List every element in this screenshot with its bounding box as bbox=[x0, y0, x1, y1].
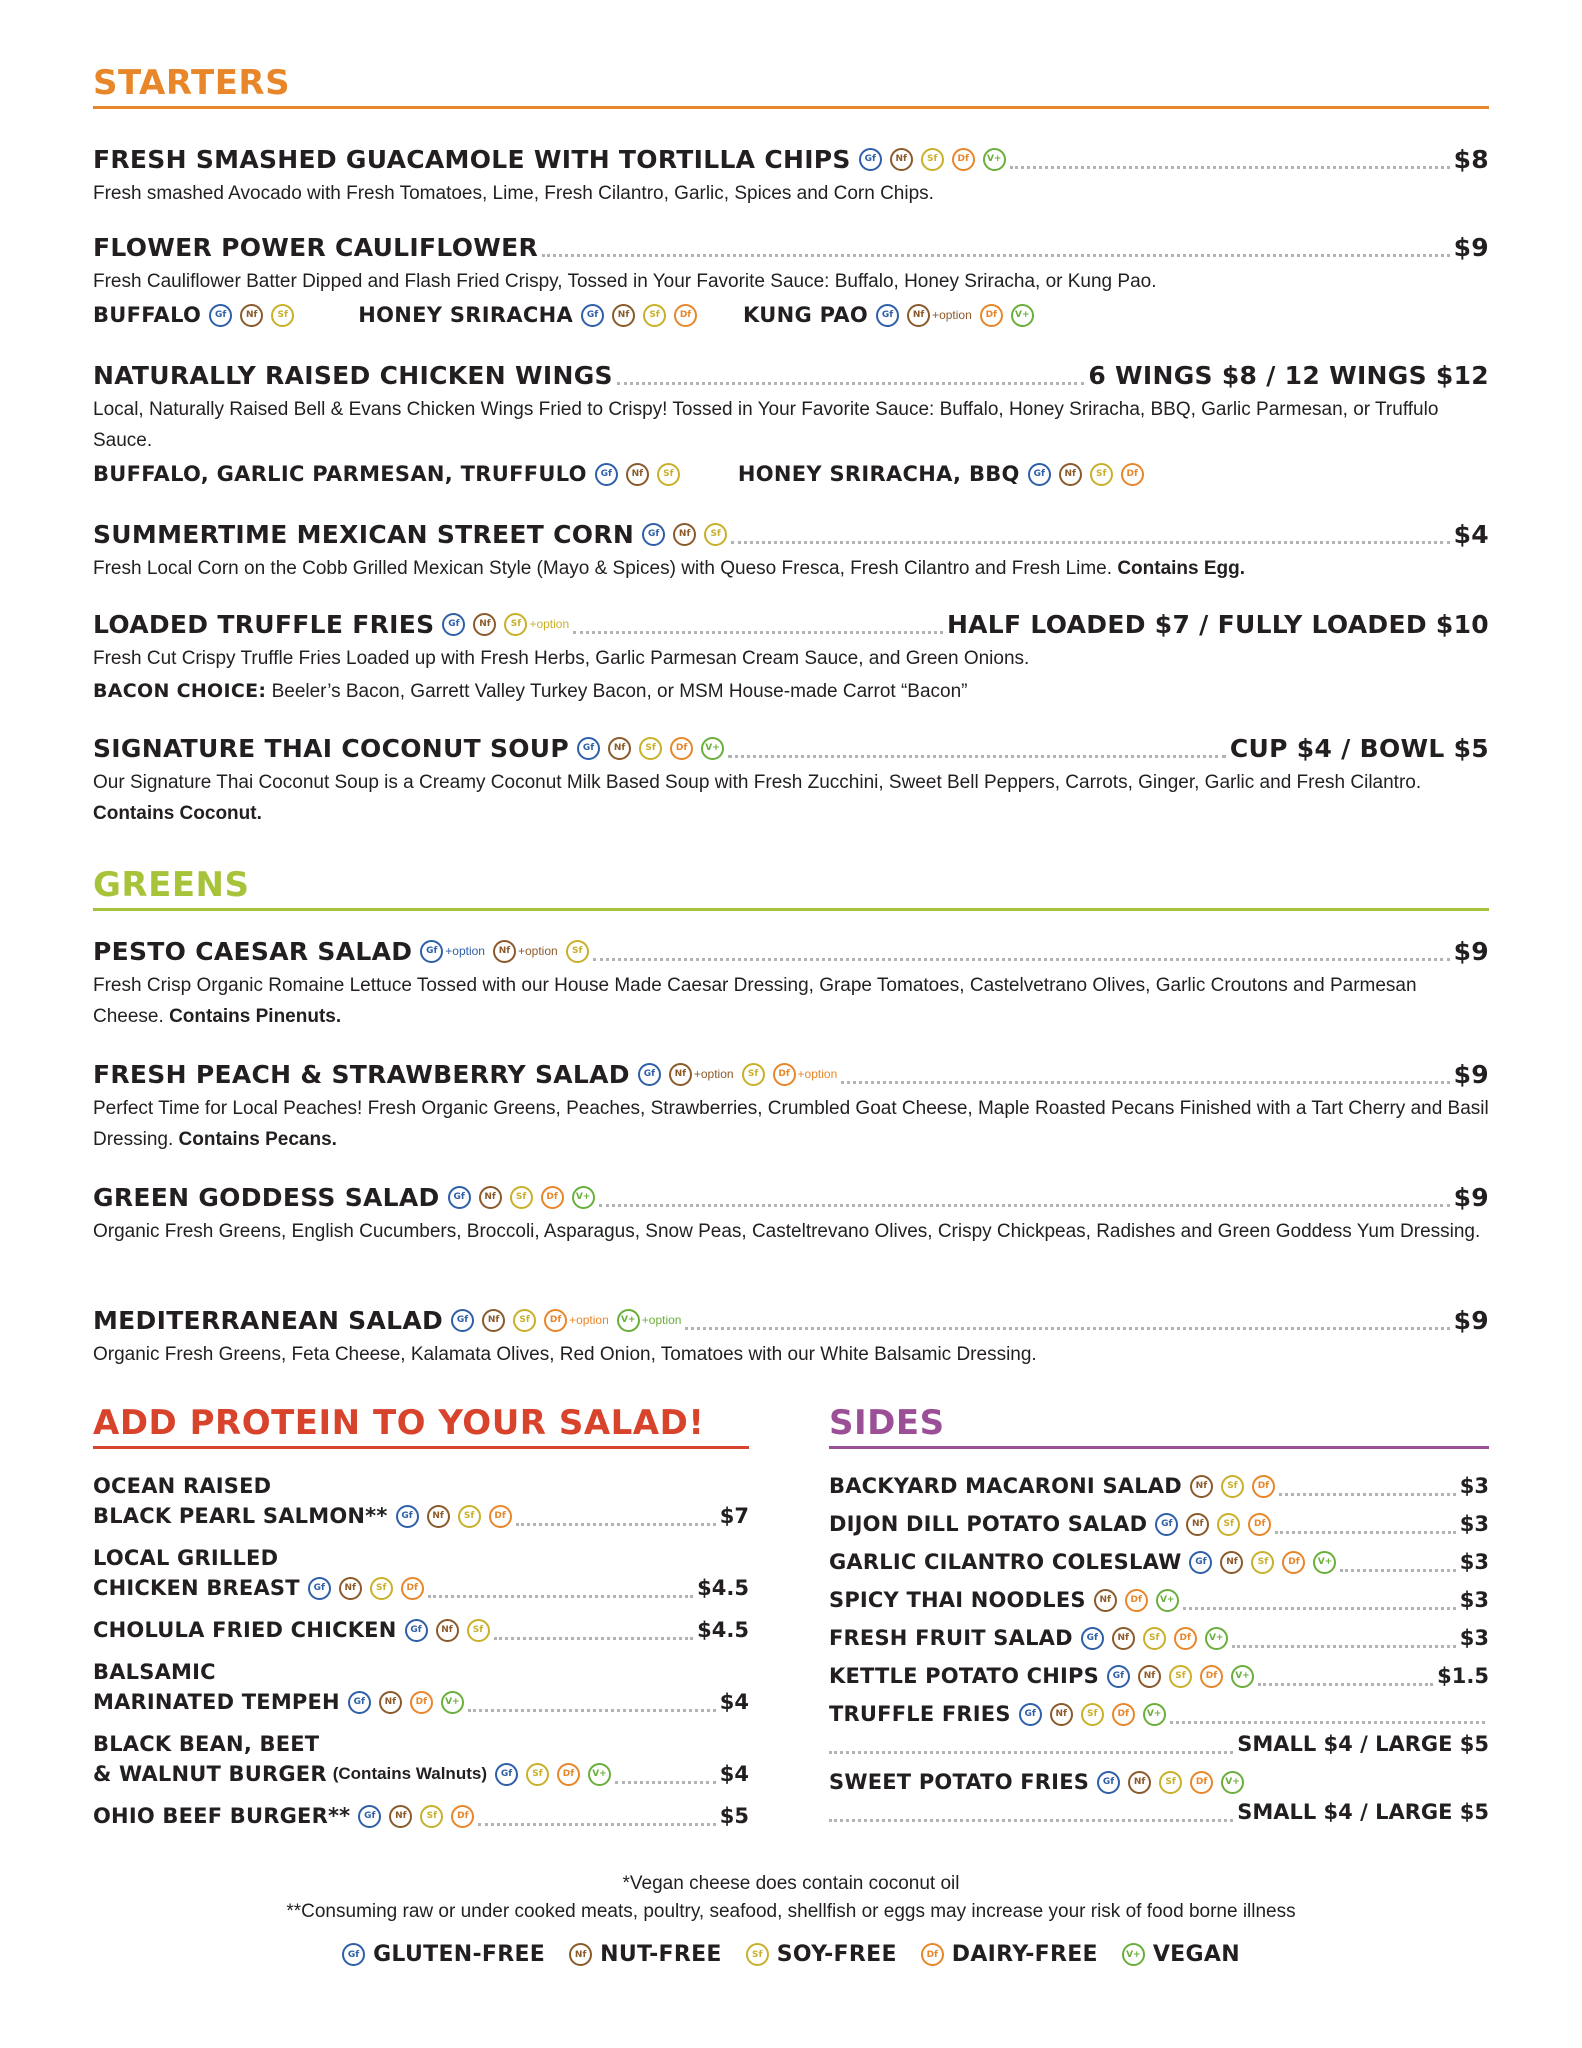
item-price: $4 bbox=[1453, 519, 1489, 549]
dairy-free-icon: Df bbox=[1121, 463, 1144, 486]
protein-item-bean-burger bbox=[93, 1729, 749, 1789]
item-name: SWEET POTATO FRIES bbox=[829, 1770, 1090, 1794]
dairy-free-icon: Df bbox=[1112, 1703, 1135, 1726]
side-item bbox=[829, 1509, 1489, 1539]
dot-leader bbox=[615, 1781, 716, 1784]
nut-free-icon: Nf bbox=[608, 737, 631, 760]
nut-free-icon: Nf bbox=[1112, 1627, 1135, 1650]
item-name: CHOLULA FRIED CHICKEN bbox=[93, 1618, 397, 1642]
section-title-greens: GREENS bbox=[93, 864, 1489, 911]
item-price: $4 bbox=[719, 1762, 749, 1786]
nut-free-icon: Nf bbox=[339, 1577, 362, 1600]
dairy-free-icon: Df bbox=[544, 1309, 567, 1332]
vegan-icon: V+ bbox=[572, 1186, 595, 1209]
vegan-icon: V+ bbox=[983, 148, 1006, 171]
bacon-choice-text: Beeler’s Bacon, Garrett Valley Turkey Bacon, or MSM House-made Carrot “Bacon” bbox=[271, 681, 968, 702]
item-price: CUP $4 / BOWL $5 bbox=[1229, 733, 1489, 763]
gluten-free-icon: Gf bbox=[1097, 1771, 1120, 1794]
nut-free-icon: Nf bbox=[427, 1505, 450, 1528]
soy-free-icon: Sf bbox=[271, 304, 294, 327]
dot-leader bbox=[617, 382, 1085, 385]
menu-item-cauliflower bbox=[93, 230, 1489, 331]
gluten-free-icon: Gf bbox=[638, 1063, 661, 1086]
vegan-icon: V+ bbox=[1156, 1589, 1179, 1612]
allergen-note: Contains Pinenuts. bbox=[169, 1006, 342, 1027]
dairy-free-icon: Df bbox=[451, 1805, 474, 1828]
dairy-free-icon: Df bbox=[489, 1505, 512, 1528]
menu-item-green-goddess bbox=[93, 1180, 1489, 1247]
soy-free-icon: Sf bbox=[704, 523, 727, 546]
gluten-free-icon: Gf bbox=[581, 304, 604, 327]
side-item bbox=[829, 1699, 1489, 1759]
dot-leader bbox=[593, 958, 1450, 961]
gluten-free-icon: Gf bbox=[1155, 1513, 1178, 1536]
side-item bbox=[829, 1623, 1489, 1653]
soy-free-icon: Sf bbox=[513, 1309, 536, 1332]
dairy-free-icon: Df bbox=[401, 1577, 424, 1600]
dot-leader bbox=[1258, 1683, 1433, 1686]
item-name: FLOWER POWER CAULIFLOWER bbox=[93, 232, 539, 262]
dot-leader bbox=[731, 541, 1449, 544]
gluten-free-icon: Gf bbox=[577, 737, 600, 760]
vegan-icon: V+ bbox=[1205, 1627, 1228, 1650]
item-description bbox=[93, 553, 1489, 584]
gluten-free-icon: Gf bbox=[876, 304, 899, 327]
soy-free-icon: Sf bbox=[504, 613, 527, 636]
item-name: CHICKEN BREAST bbox=[93, 1576, 300, 1600]
gluten-free-icon: Gf bbox=[1028, 463, 1051, 486]
item-name: KETTLE POTATO CHIPS bbox=[829, 1664, 1099, 1688]
soy-free-icon: Sf bbox=[458, 1505, 481, 1528]
item-name: OHIO BEEF BURGER** bbox=[93, 1804, 351, 1828]
item-price: SMALL $4 / LARGE $5 bbox=[1237, 1732, 1489, 1756]
gluten-free-icon: Gf bbox=[642, 523, 665, 546]
gluten-free-icon: Gf bbox=[595, 463, 618, 486]
item-price: $9 bbox=[1453, 1305, 1489, 1335]
gluten-free-icon: Gf bbox=[1189, 1551, 1212, 1574]
option-note: +option bbox=[445, 944, 485, 958]
item-name: GARLIC CILANTRO COLESLAW bbox=[829, 1550, 1182, 1574]
item-price: $5 bbox=[719, 1804, 749, 1828]
vegan-icon: V+ bbox=[1231, 1665, 1254, 1688]
vegan-icon: V+ bbox=[1143, 1703, 1166, 1726]
dairy-free-icon: Df bbox=[557, 1763, 580, 1786]
item-price: $3 bbox=[1459, 1588, 1489, 1612]
bacon-choice-label: BACON CHOICE: bbox=[93, 680, 267, 702]
dairy-free-icon: Df bbox=[773, 1063, 796, 1086]
item-description bbox=[93, 1093, 1489, 1155]
dairy-free-icon: Df bbox=[541, 1186, 564, 1209]
soy-free-icon: Sf bbox=[467, 1619, 490, 1642]
sides-list bbox=[829, 1471, 1489, 1827]
soy-free-icon: Sf bbox=[526, 1763, 549, 1786]
gluten-free-icon: Gf bbox=[859, 148, 882, 171]
item-name-line1: LOCAL GRILLED bbox=[93, 1546, 279, 1570]
soy-free-icon: Sf bbox=[921, 148, 944, 171]
item-price: $4.5 bbox=[697, 1618, 749, 1642]
item-price: $9 bbox=[1453, 1182, 1489, 1212]
description-text: Fresh Crisp Organic Romaine Lettuce Tossed with our House Made Caesar Dressing, Grape Tomatoes, Castelvetrano Olives, Garlic Croutons and Parmesan Cheese. bbox=[93, 975, 1417, 1027]
item-name: NATURALLY RAISED CHICKEN WINGS bbox=[93, 360, 613, 390]
nut-free-icon: Nf bbox=[626, 463, 649, 486]
soy-free-icon: Sf bbox=[1081, 1703, 1104, 1726]
dot-leader bbox=[728, 755, 1226, 758]
nut-free-icon: Nf bbox=[1128, 1771, 1151, 1794]
nut-free-icon: Nf bbox=[479, 1186, 502, 1209]
item-name: BLACK PEARL SALMON** bbox=[93, 1504, 388, 1528]
option-note: +option bbox=[641, 1313, 682, 1327]
gluten-free-icon: Gf bbox=[448, 1186, 471, 1209]
item-price: $3 bbox=[1459, 1550, 1489, 1574]
menu-item-mediterranean bbox=[93, 1303, 1489, 1370]
option-note: +option bbox=[517, 944, 558, 958]
gluten-free-icon: Gf bbox=[405, 1619, 428, 1642]
item-name: FRESH SMASHED GUACAMOLE WITH TORTILLA CHIPS bbox=[93, 144, 851, 174]
dot-leader bbox=[841, 1081, 1449, 1084]
allergen-note: Contains Coconut. bbox=[93, 803, 262, 824]
dot-leader bbox=[1170, 1721, 1485, 1724]
nut-free-icon: Nf bbox=[890, 148, 913, 171]
dairy-free-icon: Df bbox=[1200, 1665, 1223, 1688]
option-note: +option bbox=[529, 617, 570, 631]
option-note: +option bbox=[569, 1313, 609, 1327]
nut-free-icon: Nf bbox=[907, 304, 930, 327]
nut-free-icon: Nf bbox=[436, 1619, 459, 1642]
description-text: Fresh Local Corn on the Cobb Grilled Mexican Style (Mayo & Spices) with Queso Fresca, Fresh Cilantro and Fresh Lime. bbox=[93, 558, 1113, 579]
legend-item-gluten-free bbox=[342, 1942, 545, 1967]
legend-item-nut-free bbox=[569, 1942, 722, 1967]
dairy-free-icon: Df bbox=[1282, 1551, 1305, 1574]
protein-item-cholula-chicken bbox=[93, 1615, 749, 1645]
vegan-icon: V+ bbox=[588, 1763, 611, 1786]
vegan-icon: V+ bbox=[1122, 1943, 1145, 1966]
soy-free-icon: Sf bbox=[1090, 463, 1113, 486]
nut-free-icon: Nf bbox=[240, 304, 263, 327]
dairy-free-icon: Df bbox=[980, 304, 1003, 327]
dairy-free-icon: Df bbox=[674, 304, 697, 327]
sauce-name: BUFFALO bbox=[93, 303, 202, 327]
nut-free-icon: Nf bbox=[1050, 1703, 1073, 1726]
legend-label: SOY-FREE bbox=[776, 1942, 897, 1967]
soy-free-icon: Sf bbox=[746, 1943, 769, 1966]
dairy-free-icon: Df bbox=[1125, 1589, 1148, 1612]
vegan-icon: V+ bbox=[1313, 1551, 1336, 1574]
gluten-free-icon: Gf bbox=[420, 940, 443, 963]
nut-free-icon: Nf bbox=[1138, 1665, 1161, 1688]
item-description: Fresh smashed Avocado with Fresh Tomatoes, Lime, Fresh Cilantro, Garlic, Spices and Corn Chips. bbox=[93, 183, 934, 204]
dot-leader bbox=[1232, 1645, 1456, 1648]
dot-leader bbox=[1010, 166, 1450, 169]
protein-item-salmon bbox=[93, 1471, 749, 1531]
soy-free-icon: Sf bbox=[742, 1063, 765, 1086]
item-name: MEDITERRANEAN SALAD bbox=[93, 1305, 444, 1335]
item-description: Organic Fresh Greens, English Cucumbers, Broccoli, Asparagus, Snow Peas, Casteltrevano Olives, Crispy Chickpeas, Radishes and Green Goddess Yum Dressing. bbox=[93, 1221, 1481, 1242]
protein-column bbox=[93, 1402, 749, 1831]
menu-item-chicken-wings bbox=[93, 358, 1489, 490]
dairy-free-icon: Df bbox=[1252, 1475, 1275, 1498]
dot-leader bbox=[494, 1637, 694, 1640]
item-price: $9 bbox=[1453, 936, 1489, 966]
soy-free-icon: Sf bbox=[643, 304, 666, 327]
diet-legend bbox=[93, 1942, 1489, 1967]
sauce-options bbox=[93, 299, 1489, 331]
item-price: SMALL $4 / LARGE $5 bbox=[1237, 1800, 1489, 1824]
soy-free-icon: Sf bbox=[1159, 1771, 1182, 1794]
gluten-free-icon: Gf bbox=[495, 1763, 518, 1786]
soy-free-icon: Sf bbox=[1217, 1513, 1240, 1536]
item-price: $3 bbox=[1459, 1512, 1489, 1536]
item-name: SUMMERTIME MEXICAN STREET CORN bbox=[93, 519, 635, 549]
item-description bbox=[93, 970, 1489, 1032]
item-price: $3 bbox=[1459, 1626, 1489, 1650]
description-text: Our Signature Thai Coconut Soup is a Creamy Coconut Milk Based Soup with Fresh Zucchini, Sweet Bell Peppers, Carrots, Ginger, Garlic and Fresh Cilantro. bbox=[93, 772, 1422, 793]
item-price: $1.5 bbox=[1437, 1664, 1489, 1688]
dairy-free-icon: Df bbox=[1190, 1771, 1213, 1794]
dot-leader bbox=[478, 1823, 715, 1826]
gluten-free-icon: Gf bbox=[348, 1691, 371, 1714]
section-title-sides: SIDES bbox=[829, 1402, 1489, 1449]
dot-leader bbox=[516, 1523, 716, 1526]
nut-free-icon: Nf bbox=[473, 613, 496, 636]
vegan-cheese-note: *Vegan cheese does contain coconut oil bbox=[622, 1873, 960, 1894]
soy-free-icon: Sf bbox=[566, 940, 589, 963]
nut-free-icon: Nf bbox=[569, 1943, 592, 1966]
soy-free-icon: Sf bbox=[420, 1805, 443, 1828]
gluten-free-icon: Gf bbox=[308, 1577, 331, 1600]
item-name: FRESH FRUIT SALAD bbox=[829, 1626, 1073, 1650]
gluten-free-icon: Gf bbox=[451, 1309, 474, 1332]
side-item bbox=[829, 1767, 1489, 1827]
item-name: BACKYARD MACARONI SALAD bbox=[829, 1474, 1182, 1498]
soy-free-icon: Sf bbox=[639, 737, 662, 760]
item-description: Local, Naturally Raised Bell & Evans Chicken Wings Fried to Crispy! Tossed in Your Favorite Sauce: Buffalo, Honey Sriracha, BBQ, Garlic Parmesan, or Truffulo Sauce. bbox=[93, 399, 1439, 451]
dot-leader bbox=[829, 1819, 1233, 1822]
nut-free-icon: Nf bbox=[482, 1309, 505, 1332]
item-price: $4.5 bbox=[697, 1576, 749, 1600]
nut-free-icon: Nf bbox=[389, 1805, 412, 1828]
sides-column bbox=[829, 1402, 1489, 1827]
item-price: $8 bbox=[1453, 144, 1489, 174]
soy-free-icon: Sf bbox=[657, 463, 680, 486]
nut-free-icon: Nf bbox=[673, 523, 696, 546]
option-note: +option bbox=[797, 1067, 838, 1081]
vegan-icon: V+ bbox=[617, 1309, 640, 1332]
nut-free-icon: Nf bbox=[1220, 1551, 1243, 1574]
section-title-protein: ADD PROTEIN TO YOUR SALAD! bbox=[93, 1402, 749, 1449]
nut-free-icon: Nf bbox=[379, 1691, 402, 1714]
sauce-name: BUFFALO, GARLIC PARMESAN, TRUFFULO bbox=[93, 462, 587, 486]
item-description bbox=[93, 767, 1489, 829]
legend-label: DAIRY-FREE bbox=[951, 1942, 1098, 1967]
gluten-free-icon: Gf bbox=[342, 1943, 365, 1966]
item-name: TRUFFLE FRIES bbox=[829, 1702, 1011, 1726]
gluten-free-icon: Gf bbox=[1081, 1627, 1104, 1650]
item-name-line1: BLACK BEAN, BEET bbox=[93, 1732, 320, 1756]
dairy-free-icon: Df bbox=[921, 1943, 944, 1966]
dot-leader bbox=[1275, 1531, 1456, 1534]
dot-leader bbox=[1279, 1493, 1456, 1496]
item-price: $9 bbox=[1453, 1059, 1489, 1089]
vegan-icon: V+ bbox=[441, 1691, 464, 1714]
soy-free-icon: Sf bbox=[1143, 1627, 1166, 1650]
dot-leader bbox=[542, 254, 1450, 257]
dot-leader bbox=[468, 1709, 716, 1712]
description-text: Perfect Time for Local Peaches! Fresh Organic Greens, Peaches, Strawberries, Crumbled Goat Cheese, Maple Roasted Pecans Finished with a Tart Cherry and Basil Dressing. bbox=[93, 1098, 1489, 1150]
vegan-icon: V+ bbox=[1011, 304, 1034, 327]
footnotes bbox=[93, 1870, 1489, 1926]
soy-free-icon: Sf bbox=[1221, 1475, 1244, 1498]
gluten-free-icon: Gf bbox=[209, 304, 232, 327]
nut-free-icon: Nf bbox=[1190, 1475, 1213, 1498]
gluten-free-icon: Gf bbox=[442, 613, 465, 636]
dot-leader bbox=[1183, 1607, 1456, 1610]
item-name: MARINATED TEMPEH bbox=[93, 1690, 340, 1714]
menu-item-pesto-caesar bbox=[93, 934, 1489, 1032]
option-note: +option bbox=[693, 1067, 734, 1081]
sauce-name: HONEY SRIRACHA, BBQ bbox=[737, 462, 1020, 486]
protein-item-tempeh bbox=[93, 1657, 749, 1717]
item-price: $7 bbox=[719, 1504, 749, 1528]
raw-food-warning: **Consuming raw or under cooked meats, poultry, seafood, shellfish or eggs may increase your risk of food borne illness bbox=[286, 1901, 1296, 1922]
dot-leader bbox=[428, 1595, 693, 1598]
side-item bbox=[829, 1471, 1489, 1501]
dairy-free-icon: Df bbox=[410, 1691, 433, 1714]
allergen-note: Contains Egg. bbox=[1117, 558, 1246, 579]
menu-item-peach-strawberry bbox=[93, 1057, 1489, 1155]
side-item bbox=[829, 1585, 1489, 1615]
legend-label: VEGAN bbox=[1152, 1942, 1240, 1967]
section-title-starters: STARTERS bbox=[93, 62, 1489, 109]
sauce-name: HONEY SRIRACHA bbox=[358, 303, 574, 327]
item-name: SPICY THAI NOODLES bbox=[829, 1588, 1086, 1612]
item-name: DIJON DILL POTATO SALAD bbox=[829, 1512, 1148, 1536]
protein-item-beef-burger bbox=[93, 1801, 749, 1831]
item-price: $4 bbox=[719, 1690, 749, 1714]
gluten-free-icon: Gf bbox=[1107, 1665, 1130, 1688]
dairy-free-icon: Df bbox=[1248, 1513, 1271, 1536]
soy-free-icon: Sf bbox=[1169, 1665, 1192, 1688]
soy-free-icon: Sf bbox=[370, 1577, 393, 1600]
dot-leader bbox=[573, 631, 943, 634]
gluten-free-icon: Gf bbox=[1019, 1703, 1042, 1726]
item-price: 6 WINGS $8 / 12 WINGS $12 bbox=[1088, 360, 1489, 390]
item-price: HALF LOADED $7 / FULLY LOADED $10 bbox=[946, 609, 1489, 639]
gluten-free-icon: Gf bbox=[358, 1805, 381, 1828]
dot-leader bbox=[599, 1204, 1450, 1207]
sauce-name: KUNG PAO bbox=[743, 303, 869, 327]
menu-item-truffle-fries bbox=[93, 607, 1489, 707]
dot-leader bbox=[685, 1327, 1449, 1330]
side-item bbox=[829, 1661, 1489, 1691]
legend-item-dairy-free bbox=[921, 1942, 1098, 1967]
legend-label: GLUTEN-FREE bbox=[373, 1942, 546, 1967]
menu-item-coconut-soup bbox=[93, 731, 1489, 829]
legend-label: NUT-FREE bbox=[600, 1942, 722, 1967]
item-name-line1: OCEAN RAISED bbox=[93, 1474, 272, 1498]
nut-free-icon: Nf bbox=[1094, 1589, 1117, 1612]
option-note: +option bbox=[932, 308, 972, 322]
item-name: LOADED TRUFFLE FRIES bbox=[93, 609, 435, 639]
soy-free-icon: Sf bbox=[1251, 1551, 1274, 1574]
gluten-free-icon: Gf bbox=[396, 1505, 419, 1528]
vegan-icon: V+ bbox=[701, 737, 724, 760]
item-name: PESTO CAESAR SALAD bbox=[93, 936, 413, 966]
item-price: $9 bbox=[1453, 232, 1489, 262]
legend-item-vegan bbox=[1122, 1942, 1240, 1967]
allergen-note: Contains Pecans. bbox=[178, 1129, 337, 1150]
dot-leader bbox=[1340, 1569, 1455, 1572]
nut-free-icon: Nf bbox=[612, 304, 635, 327]
item-name: FRESH PEACH & STRAWBERRY SALAD bbox=[93, 1059, 630, 1089]
protein-item-chicken-breast bbox=[93, 1543, 749, 1603]
nut-free-icon: Nf bbox=[1059, 463, 1082, 486]
dairy-free-icon: Df bbox=[670, 737, 693, 760]
menu-item-street-corn bbox=[93, 517, 1489, 584]
dairy-free-icon: Df bbox=[1174, 1627, 1197, 1650]
menu-item-guacamole bbox=[93, 142, 1489, 209]
item-price: $3 bbox=[1459, 1474, 1489, 1498]
soy-free-icon: Sf bbox=[510, 1186, 533, 1209]
nut-free-icon: Nf bbox=[493, 940, 516, 963]
dot-leader bbox=[829, 1751, 1233, 1754]
item-name: & WALNUT BURGER bbox=[93, 1762, 327, 1786]
bacon-choice bbox=[93, 676, 1489, 707]
nut-free-icon: Nf bbox=[669, 1063, 692, 1086]
item-description: Fresh Cut Crispy Truffle Fries Loaded up with Fresh Herbs, Garlic Parmesan Cream Sauce, and Green Onions. bbox=[93, 648, 1030, 669]
item-name-line1: BALSAMIC bbox=[93, 1660, 216, 1684]
vegan-icon: V+ bbox=[1221, 1771, 1244, 1794]
item-description: Organic Fresh Greens, Feta Cheese, Kalamata Olives, Red Onion, Tomatoes with our White Balsamic Dressing. bbox=[93, 1344, 1037, 1365]
item-name: GREEN GODDESS SALAD bbox=[93, 1182, 440, 1212]
item-name: SIGNATURE THAI COCONUT SOUP bbox=[93, 733, 570, 763]
legend-item-soy-free bbox=[746, 1942, 897, 1967]
dairy-free-icon: Df bbox=[952, 148, 975, 171]
item-description: Fresh Cauliflower Batter Dipped and Flash Fried Crispy, Tossed in Your Favorite Sauce: Buffalo, Honey Sriracha, or Kung Pao. bbox=[93, 271, 1157, 292]
allergen-note: (Contains Walnuts) bbox=[332, 1764, 487, 1783]
side-item bbox=[829, 1547, 1489, 1577]
sauce-options bbox=[93, 458, 1489, 490]
nut-free-icon: Nf bbox=[1186, 1513, 1209, 1536]
